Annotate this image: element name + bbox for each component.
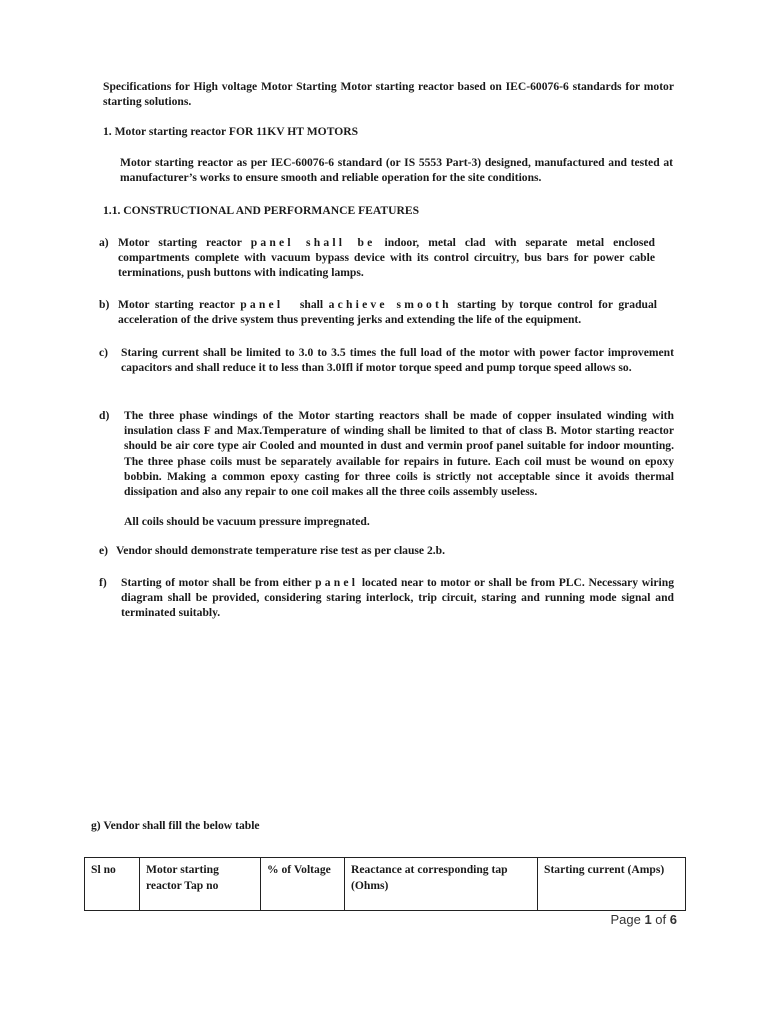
list-item-label: a) [99, 236, 109, 249]
list-item-text: The three phase windings of the Motor starting reactors shall be made of copper insulated winding with insulation class F and Max.Temperature of winding shall be limited to that of class B. Motor starting reactor should be air core type air Cooled and mounted in dust and vermin proof panel suitable for indoor mounting. The three phase coils must be separately available for repairs in future. Each coil must be wound on epoxy bobbin. Making a common epoxy casting for three coils is strictly not acceptable since it avoids thermal dissipation and also any repair to one coil makes all the three coils assembly useless. [124, 409, 674, 499]
list-item-text: Motor starting reactor panel shall be indoor, metal clad with separate metal enclosed compartments complete with vacuum bypass device with its control circuitry, bus bars for power cable terminations, push buttons with indicating lamps. [118, 236, 655, 280]
column-header-starting-current: Starting current (Amps) [538, 858, 686, 911]
list-item-extra-text: All coils should be vacuum pressure impregnated. [124, 515, 370, 528]
list-item-e [99, 543, 674, 559]
column-header-voltage: % of Voltage [261, 858, 345, 911]
column-header-reactance: Reactance at corresponding tap (Ohms) [345, 858, 538, 911]
list-item-text: Motor starting reactor panel shall achieve smooth starting by torque control for gradual acceleration of the drive system thus preventing jerks and extending the life of the equipment. [118, 298, 657, 327]
section-1-1-heading: 1.1. CONSTRUCTIONAL AND PERFORMANCE FEATURES [103, 204, 420, 217]
column-header-sl-no: Sl no [85, 858, 140, 911]
table-header-row [85, 858, 686, 911]
list-item-label: c) [99, 346, 109, 359]
list-item-text: Starting of motor shall be from either panel located near to motor or shall be from PLC. Necessary wiring diagram shall be provided, considering staring interlock, trip circuit, staring and running mode signal and terminated suitably. [121, 576, 674, 620]
list-item-text: Staring current shall be limited to 3.0 to 3.5 times the full load of the motor with power factor improvement capacitors and shall reduce it to less than 3.0Ifl if motor torque speed and pump torque speed allows so. [121, 346, 674, 375]
list-item-d [99, 408, 674, 530]
list-item-a [99, 235, 674, 281]
page-number-footer: Page 1 of 6 [610, 912, 677, 927]
table-intro: g) Vendor shall fill the below table [91, 819, 260, 832]
list-item-b [99, 297, 674, 329]
list-item-f [99, 575, 674, 621]
section-1-paragraph: Motor starting reactor as per IEC-60076-6 standard (or IS 5553 Part-3) designed, manufactured and tested at manufacturer’s works to ensure smooth and reliable operation for the site conditions. [120, 156, 673, 185]
section-1-heading: 1. Motor starting reactor FOR 11KV HT MOTORS [103, 125, 359, 138]
list-item-text: Vendor should demonstrate temperature rise test as per clause 2.b. [116, 544, 446, 557]
intro-paragraph: Specifications for High voltage Motor Starting Motor starting reactor based on IEC-60076-6 standards for motor starting solutions. [103, 80, 674, 109]
list-item-label: b) [99, 298, 110, 311]
list-item-label: d) [99, 409, 110, 422]
column-header-tap-no: Motor starting reactor Tap no [140, 858, 261, 911]
list-item-label: e) [99, 544, 109, 557]
vendor-table [84, 857, 686, 911]
list-item-c [99, 345, 674, 391]
list-item-label: f) [99, 576, 107, 589]
